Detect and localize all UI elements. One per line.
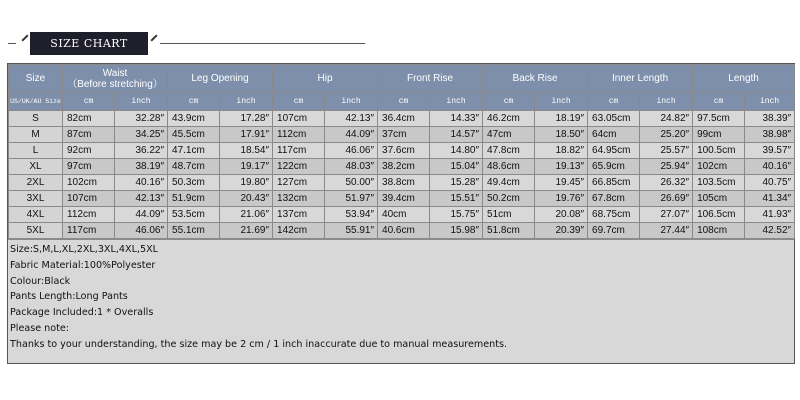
measurement-cm-cell: 112cm xyxy=(273,127,325,143)
unit-inch: inch xyxy=(745,93,795,111)
measurement-inch-cell: 51.97″ xyxy=(325,191,378,207)
group-name: Waist xyxy=(102,67,128,79)
measurement-inch-cell: 18.19″ xyxy=(535,111,588,127)
description-line: Pants Length:Long Pants xyxy=(10,291,128,303)
unit-inch: inch xyxy=(535,93,588,111)
header-rule xyxy=(160,43,365,44)
measurement-cm-cell: 50.3cm xyxy=(168,175,220,191)
product-description xyxy=(8,239,794,363)
unit-inch: inch xyxy=(430,93,483,111)
measurement-inch-cell: 15.98″ xyxy=(430,223,483,239)
measurement-cm-cell: 68.75cm xyxy=(588,207,640,223)
measurement-inch-cell: 21.69″ xyxy=(220,223,273,239)
measurement-cm-cell: 108cm xyxy=(693,223,745,239)
measurement-inch-cell: 34.25″ xyxy=(115,127,168,143)
measurement-cm-cell: 65.9cm xyxy=(588,159,640,175)
table-row xyxy=(9,159,795,175)
measurement-cm-cell: 47cm xyxy=(483,127,535,143)
measurement-inch-cell: 14.57″ xyxy=(430,127,483,143)
measurement-cm-cell: 64cm xyxy=(588,127,640,143)
measurement-inch-cell: 55.91″ xyxy=(325,223,378,239)
measurement-cm-cell: 48.7cm xyxy=(168,159,220,175)
header-dash-left xyxy=(8,43,16,44)
measurement-inch-cell: 19.13″ xyxy=(535,159,588,175)
size-cell: 3XL xyxy=(9,191,63,207)
measurement-inch-cell: 46.06″ xyxy=(325,143,378,159)
unit-cm: cm xyxy=(588,93,640,111)
measurement-cm-cell: 100.5cm xyxy=(693,143,745,159)
description-line: Please note: xyxy=(10,322,70,334)
measurement-cm-cell: 47.8cm xyxy=(483,143,535,159)
measurement-inch-cell: 53.94″ xyxy=(325,207,378,223)
table-row xyxy=(9,111,795,127)
measurement-inch-cell: 44.09″ xyxy=(115,207,168,223)
measurement-inch-cell: 50.00″ xyxy=(325,175,378,191)
measurement-inch-cell: 27.07″ xyxy=(640,207,693,223)
measurement-cm-cell: 117cm xyxy=(273,143,325,159)
header-slash-right xyxy=(150,34,157,41)
measurement-inch-cell: 25.57″ xyxy=(640,143,693,159)
measurement-inch-cell: 15.04″ xyxy=(430,159,483,175)
measurement-inch-cell: 40.16″ xyxy=(745,159,795,175)
measurement-cm-cell: 122cm xyxy=(273,159,325,175)
measurement-inch-cell: 39.57″ xyxy=(745,143,795,159)
unit-inch: inch xyxy=(115,93,168,111)
measurement-inch-cell: 40.75″ xyxy=(745,175,795,191)
measurement-cm-cell: 117cm xyxy=(63,223,115,239)
group-header-waist xyxy=(63,65,168,93)
unit-cm: cm xyxy=(63,93,115,111)
table-row xyxy=(9,143,795,159)
unit-cm: cm xyxy=(483,93,535,111)
unit-inch: inch xyxy=(640,93,693,111)
measurement-inch-cell: 20.43″ xyxy=(220,191,273,207)
measurement-cm-cell: 63.05cm xyxy=(588,111,640,127)
measurement-inch-cell: 25.20″ xyxy=(640,127,693,143)
table-row xyxy=(9,175,795,191)
group-header-inner-length: Inner Length xyxy=(588,65,693,93)
size-cell: 2XL xyxy=(9,175,63,191)
measurement-cm-cell: 39.4cm xyxy=(378,191,430,207)
measurement-inch-cell: 42.13″ xyxy=(115,191,168,207)
measurement-inch-cell: 18.54″ xyxy=(220,143,273,159)
measurement-cm-cell: 106.5cm xyxy=(693,207,745,223)
description-line: Fabric Material:100%Polyester xyxy=(10,259,156,271)
measurement-inch-cell: 24.82″ xyxy=(640,111,693,127)
measurement-cm-cell: 92cm xyxy=(63,143,115,159)
unit-cm: cm xyxy=(378,93,430,111)
measurement-inch-cell: 21.06″ xyxy=(220,207,273,223)
measurement-cm-cell: 127cm xyxy=(273,175,325,191)
size-cell: S xyxy=(9,111,63,127)
measurement-cm-cell: 43.9cm xyxy=(168,111,220,127)
measurement-cm-cell: 53.5cm xyxy=(168,207,220,223)
measurement-cm-cell: 97.5cm xyxy=(693,111,745,127)
group-header-length: Length xyxy=(693,65,795,93)
measurement-cm-cell: 51.8cm xyxy=(483,223,535,239)
group-subtitle: （Before stretching） xyxy=(67,78,163,90)
measurement-inch-cell: 42.52″ xyxy=(745,223,795,239)
size-chart xyxy=(7,63,795,364)
measurement-inch-cell: 48.03″ xyxy=(325,159,378,175)
measurement-cm-cell: 38.8cm xyxy=(378,175,430,191)
measurement-inch-cell: 26.32″ xyxy=(640,175,693,191)
measurement-inch-cell: 15.51″ xyxy=(430,191,483,207)
table-row xyxy=(9,127,795,143)
measurement-cm-cell: 40.6cm xyxy=(378,223,430,239)
unit-cm: cm xyxy=(168,93,220,111)
size-table-body xyxy=(9,111,795,239)
measurement-inch-cell: 20.39″ xyxy=(535,223,588,239)
unit-header-row xyxy=(9,93,795,111)
measurement-cm-cell: 102cm xyxy=(693,159,745,175)
group-header-leg-opening: Leg Opening xyxy=(168,65,273,93)
measurement-cm-cell: 64.95cm xyxy=(588,143,640,159)
measurement-cm-cell: 67.8cm xyxy=(588,191,640,207)
size-cell: XL xyxy=(9,159,63,175)
measurement-cm-cell: 36.4cm xyxy=(378,111,430,127)
table-row xyxy=(9,207,795,223)
table-row xyxy=(9,223,795,239)
measurement-inch-cell: 44.09″ xyxy=(325,127,378,143)
description-line: Package Included:1 * Overalls xyxy=(10,307,154,319)
size-table xyxy=(8,64,795,239)
measurement-cm-cell: 102cm xyxy=(63,175,115,191)
measurement-inch-cell: 18.50″ xyxy=(535,127,588,143)
measurement-cm-cell: 46.2cm xyxy=(483,111,535,127)
measurement-cm-cell: 47.1cm xyxy=(168,143,220,159)
measurement-cm-cell: 103.5cm xyxy=(693,175,745,191)
measurement-inch-cell: 17.91″ xyxy=(220,127,273,143)
region-size-label: US/UK/AU Size xyxy=(9,93,63,111)
size-column-header: Size xyxy=(9,65,63,93)
measurement-inch-cell: 17.28″ xyxy=(220,111,273,127)
measurement-cm-cell: 105cm xyxy=(693,191,745,207)
unit-cm: cm xyxy=(273,93,325,111)
measurement-inch-cell: 19.45″ xyxy=(535,175,588,191)
measurement-inch-cell: 19.17″ xyxy=(220,159,273,175)
measurement-inch-cell: 20.08″ xyxy=(535,207,588,223)
measurement-cm-cell: 82cm xyxy=(63,111,115,127)
unit-inch: inch xyxy=(220,93,273,111)
group-header-back-rise: Back Rise xyxy=(483,65,588,93)
measurement-cm-cell: 87cm xyxy=(63,127,115,143)
measurement-cm-cell: 132cm xyxy=(273,191,325,207)
measurement-cm-cell: 38.2cm xyxy=(378,159,430,175)
measurement-cm-cell: 137cm xyxy=(273,207,325,223)
unit-cm: cm xyxy=(693,93,745,111)
measurement-cm-cell: 51cm xyxy=(483,207,535,223)
group-header-row xyxy=(9,65,795,93)
measurement-cm-cell: 49.4cm xyxy=(483,175,535,191)
measurement-cm-cell: 55.1cm xyxy=(168,223,220,239)
measurement-cm-cell: 112cm xyxy=(63,207,115,223)
size-chart-title: SIZE CHART xyxy=(30,32,148,55)
group-header-hip: Hip xyxy=(273,65,378,93)
size-cell: 5XL xyxy=(9,223,63,239)
measurement-inch-cell: 42.13″ xyxy=(325,111,378,127)
measurement-inch-cell: 38.19″ xyxy=(115,159,168,175)
measurement-cm-cell: 69.7cm xyxy=(588,223,640,239)
measurement-inch-cell: 26.69″ xyxy=(640,191,693,207)
description-line: Size:S,M,L,XL,2XL,3XL,4XL,5XL xyxy=(10,244,158,255)
measurement-cm-cell: 37.6cm xyxy=(378,143,430,159)
measurement-inch-cell: 14.33″ xyxy=(430,111,483,127)
description-line: Colour:Black xyxy=(10,275,71,287)
table-row xyxy=(9,191,795,207)
measurement-inch-cell: 38.39″ xyxy=(745,111,795,127)
size-cell: 4XL xyxy=(9,207,63,223)
measurement-inch-cell: 46.06″ xyxy=(115,223,168,239)
measurement-cm-cell: 50.2cm xyxy=(483,191,535,207)
description-line: Thanks to your understanding, the size may be 2 cm / 1 inch inaccurate due to manual measurements. xyxy=(10,338,508,350)
header-slash-left xyxy=(21,34,28,41)
measurement-inch-cell: 38.98″ xyxy=(745,127,795,143)
measurement-cm-cell: 40cm xyxy=(378,207,430,223)
group-header-front-rise: Front Rise xyxy=(378,65,483,93)
measurement-inch-cell: 41.93″ xyxy=(745,207,795,223)
unit-inch: inch xyxy=(325,93,378,111)
measurement-cm-cell: 48.6cm xyxy=(483,159,535,175)
measurement-cm-cell: 51.9cm xyxy=(168,191,220,207)
measurement-inch-cell: 15.75″ xyxy=(430,207,483,223)
measurement-inch-cell: 40.16″ xyxy=(115,175,168,191)
measurement-inch-cell: 32.28″ xyxy=(115,111,168,127)
measurement-cm-cell: 97cm xyxy=(63,159,115,175)
measurement-cm-cell: 107cm xyxy=(273,111,325,127)
measurement-inch-cell: 18.82″ xyxy=(535,143,588,159)
measurement-cm-cell: 142cm xyxy=(273,223,325,239)
measurement-inch-cell: 15.28″ xyxy=(430,175,483,191)
measurement-cm-cell: 99cm xyxy=(693,127,745,143)
measurement-inch-cell: 36.22″ xyxy=(115,143,168,159)
size-cell: L xyxy=(9,143,63,159)
measurement-inch-cell: 14.80″ xyxy=(430,143,483,159)
size-cell: M xyxy=(9,127,63,143)
measurement-inch-cell: 27.44″ xyxy=(640,223,693,239)
measurement-cm-cell: 45.5cm xyxy=(168,127,220,143)
measurement-cm-cell: 66.85cm xyxy=(588,175,640,191)
measurement-inch-cell: 25.94″ xyxy=(640,159,693,175)
measurement-inch-cell: 41.34″ xyxy=(745,191,795,207)
measurement-cm-cell: 107cm xyxy=(63,191,115,207)
measurement-inch-cell: 19.76″ xyxy=(535,191,588,207)
measurement-inch-cell: 19.80″ xyxy=(220,175,273,191)
measurement-cm-cell: 37cm xyxy=(378,127,430,143)
